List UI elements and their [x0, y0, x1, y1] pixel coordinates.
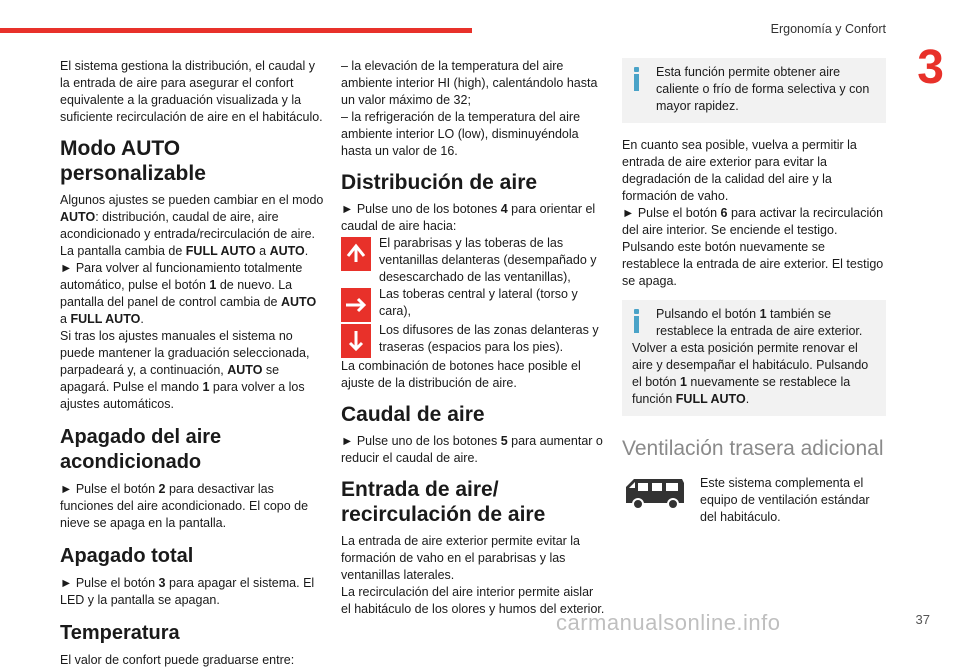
heading-temperature: Temperatura	[60, 622, 180, 644]
distribution-paragraph: ► Pulse uno de los botones 4 para orientar el caudal de aire hacia:	[341, 202, 596, 233]
column-2	[341, 58, 606, 618]
distribution-item-face	[341, 286, 606, 322]
temp-lo-item: – la refrigeración de la temperatura del aire ambiente interior LO (low), disminuyéndola hasta un valor de 16.	[341, 110, 581, 158]
distribution-item-face-text: Las toberas central y lateral (torso y cara),	[379, 287, 578, 318]
recirculation-advice: En cuanto sea posible, vuelva a permitir la entrada de aire exterior para evitar la degradación de la calidad del aire y la formación de vaho.	[622, 138, 857, 203]
recirculation-paragraph-2: La recirculación del aire interior permite aislar el habitáculo de los olores y humos del exterior.	[341, 585, 605, 616]
heading-air-distribution: Distribución de aire	[341, 171, 538, 194]
section-title: Ergonomía y Confort	[770, 22, 886, 36]
heading-rear-ventilation: Ventilación trasera adicional	[622, 437, 884, 460]
column-3	[622, 58, 886, 526]
temperature-paragraph: El valor de confort puede graduarse entre:	[60, 653, 295, 667]
recirculation-button-paragraph: ► Pulse el botón 6 para activar la recirculación del aire interior. Se enciende el testigo.	[622, 206, 884, 237]
distribution-item-feet-text: Los difusores de las zonas delanteras y traseras (espacios para los pies).	[379, 323, 599, 354]
face-vent-icon	[341, 288, 371, 322]
info-icon	[630, 309, 644, 333]
heading-total-off: Apagado total	[60, 545, 194, 567]
info-note-1-text: Esta función permite obtener aire caliente o frío de forma selectiva y con mayor rapidez.	[656, 65, 870, 113]
temp-hi-item: – la elevación de la temperatura del aire ambiente interior HI (high), calentándolo hasta un valor máximo de 32;	[341, 59, 598, 107]
info-note-2	[622, 300, 886, 416]
chapter-number: 3	[917, 41, 944, 94]
recirculation-restore-paragraph: Pulsando este botón nuevamente se restablece la entrada de aire exterior. El testigo se apaga.	[622, 240, 884, 288]
intro-paragraph: El sistema gestiona la distribución, el caudal y la entrada de aire para asegurar el confort equivalente a la graduación visualizada y la suficiente recirculación de aire en el habitáculo.	[60, 59, 323, 124]
info-icon	[630, 67, 644, 91]
rear-ventilation-text: Este sistema complementa el equipo de ventilación estándar del habitáculo.	[700, 476, 870, 524]
distribution-item-windscreen	[341, 235, 606, 286]
van-icon	[622, 475, 688, 511]
heading-air-flow: Caudal de aire	[341, 403, 485, 426]
ac-off-paragraph: ► Pulse el botón 2 para desactivar las funciones del aire acondicionado. El copo de nieve se apaga en la pantalla.	[60, 482, 309, 530]
auto-paragraph-4: Si tras los ajustes manuales el sistema no puede mantener la graduación seleccionada, parpadeará y, a continuación, AUTO se apagará. Pulse el mando 1 para volver a los ajustes automáticos.	[60, 329, 310, 411]
windscreen-defrost-icon	[341, 237, 371, 271]
watermark: carmanualsonline.info	[556, 610, 781, 635]
info-note-1	[622, 58, 886, 123]
recirculation-paragraph-1: La entrada de aire exterior permite evitar la formación de vaho en el parabrisas y las ventanillas laterales.	[341, 534, 581, 582]
info-note-2-line-2: Volver a esta posición permite renovar el aire y desempañar el habitáculo. Pulsando el botón 1 nuevamente se restablece la función FULL AUTO.	[632, 341, 869, 406]
heading-auto: Modo AUTO personalizable	[60, 137, 206, 185]
auto-paragraph-3: ► Para volver al funcionamiento totalmente automático, pulse el botón 1 de nuevo. La pantalla del panel de control cambia de AUTO a FULL AUTO.	[60, 261, 317, 326]
total-off-paragraph: ► Pulse el botón 3 para apagar el sistema. El LED y la pantalla se apagan.	[60, 576, 315, 607]
distribution-item-feet	[341, 322, 606, 358]
air-flow-paragraph: ► Pulse uno de los botones 5 para aumentar o reducir el caudal de aire.	[341, 434, 603, 465]
heading-ac-off: Apagado del aire acondicionado	[60, 426, 222, 473]
rear-ventilation-block	[622, 475, 886, 526]
auto-paragraph-2: La pantalla cambia de FULL AUTO a AUTO.	[60, 244, 309, 258]
foot-vent-icon	[341, 324, 371, 358]
distribution-paragraph-2: La combinación de botones hace posible el ajuste de la distribución de aire.	[341, 359, 581, 390]
column-1	[60, 58, 326, 669]
info-note-2-line-1: Pulsando el botón 1 también se restablece la entrada de aire exterior.	[656, 307, 863, 338]
heading-recirculation: Entrada de aire/ recirculación de aire	[341, 478, 546, 526]
auto-paragraph-1: Algunos ajustes se pueden cambiar en el modo AUTO: distribución, caudal de aire, aire acondicionado y entrada/recirculación de aire.	[60, 193, 324, 241]
distribution-item-windscreen-text: El parabrisas y las toberas de las ventanillas delanteras (desempañado y desescarchado de las ventanillas),	[379, 236, 597, 284]
page-number: 37	[915, 612, 930, 627]
header-accent-bar	[0, 28, 472, 33]
